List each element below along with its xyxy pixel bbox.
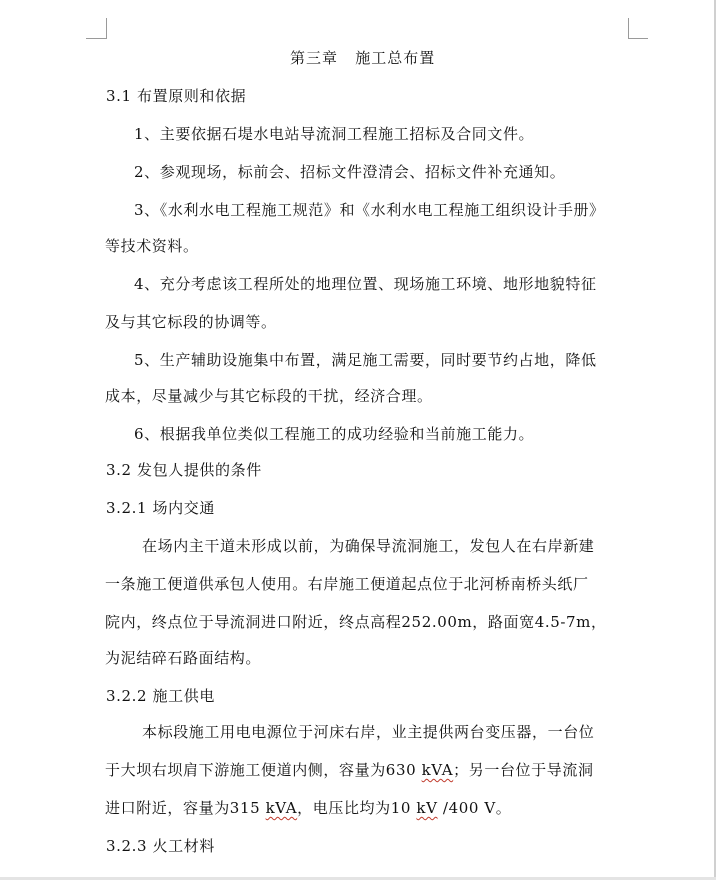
subsection-heading-3-2-2: 3.2.2 施工供电 xyxy=(106,687,215,705)
spellcheck-flagged-word: kV xyxy=(416,799,438,817)
crop-mark-top-right-vertical xyxy=(628,18,629,39)
text-run: 于大坝右坝肩下游施工便道内侧，容量为630 xyxy=(105,761,422,779)
subsection-heading-3-2-1: 3.2.1 场内交通 xyxy=(106,499,215,517)
list-item-continuation: 等技术资料。 xyxy=(105,237,199,255)
paragraph-line: 本标段施工用电电源位于河床右岸，业主提供两台变压器，一台位 xyxy=(142,723,595,741)
text-run: ，电压比均为10 xyxy=(297,799,417,817)
paragraph-line: 在场内主干道未形成以前，为确保导流洞施工，发包人在右岸新建 xyxy=(142,537,595,555)
paragraph-line xyxy=(105,760,594,780)
paragraph-line: 院内，终点位于导流洞进口附近，终点高程252.00m，路面宽4.5-7m， xyxy=(105,613,607,631)
list-item-continuation: 成本，尽量减少与其它标段的干扰，经济合理。 xyxy=(105,387,433,405)
crop-mark-top-right xyxy=(628,38,648,39)
spellcheck-flagged-word: kVA xyxy=(265,799,298,817)
paragraph-line: 一条施工便道供承包人使用。右岸施工便道起点位于北河桥南桥头纸厂 xyxy=(105,575,589,593)
text-run: 进口附近，容量为315 xyxy=(105,799,266,817)
crop-mark-top-left-vertical xyxy=(106,18,107,39)
list-item: 5、生产辅助设施集中布置，满足施工需要，同时要节约占地，降低 xyxy=(134,351,597,369)
paragraph-line: 为泥结碎石路面结构。 xyxy=(105,649,262,667)
list-item: 2、参观现场，标前会、招标文件澄清会、招标文件补充通知。 xyxy=(134,163,566,181)
list-item-continuation: 及与其它标段的协调等。 xyxy=(105,313,277,331)
section-heading-3-2: 3.2 发包人提供的条件 xyxy=(106,461,262,479)
section-heading-3-1: 3.1 布置原则和依据 xyxy=(106,87,247,105)
list-item: 3、《水利水电工程施工规范》和《水利水电工程施工组织设计手册》 xyxy=(134,201,605,219)
text-run: /400 V。 xyxy=(437,799,512,817)
list-item: 4、充分考虑该工程所处的地理位置、现场施工环境、地形地貌特征 xyxy=(134,275,597,293)
subsection-heading-3-2-3: 3.2.3 火工材料 xyxy=(106,837,215,855)
list-item: 1、主要依据石堤水电站导流洞工程施工招标及合同文件。 xyxy=(134,125,535,143)
paragraph-line xyxy=(105,798,511,818)
spellcheck-flagged-word: kVA xyxy=(421,761,454,779)
crop-mark-top-left xyxy=(86,38,106,39)
list-item: 6、根据我单位类似工程施工的成功经验和当前施工能力。 xyxy=(134,425,535,443)
chapter-title: 第三章 施工总布置 xyxy=(290,49,436,67)
text-run: ；另一台位于导流洞 xyxy=(453,761,594,779)
